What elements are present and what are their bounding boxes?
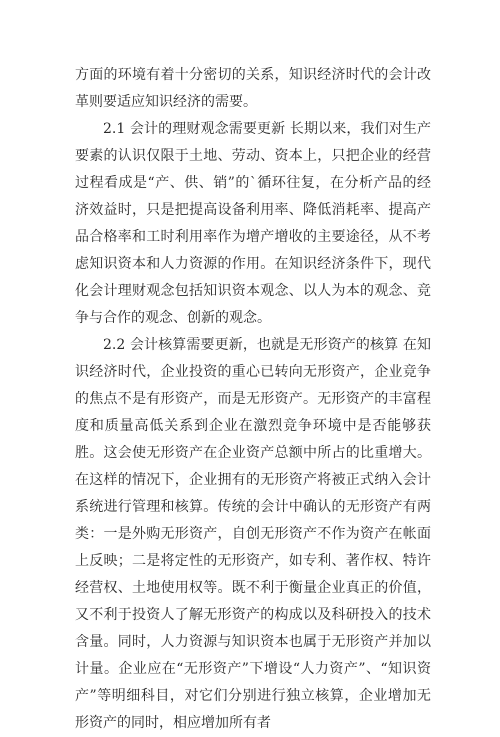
document-page bbox=[75, 62, 431, 737]
paragraph-intangible-assets: 2.2 会计核算需要更新，也就是无形资产的核算 在知识经济时代，企业投资的重心已转向无形资产，企业竞争的焦点不是有形资产，而是无形资产。无形资产的丰富程度和质量高低关系到企业在激烈竞争环境中是否能够获胜。这会使无形资产在企业资产总额中所占的比重增大。在这样的情况下，企业拥有的无形资产将被正式纳入会计系统进行管理和核算。传统的会计中确认的无形资产有两类：一是外购无形资产，自创无形资产不作为资产在帐面上反映；二是将定性的无形资产，如专利、著作权、特许经营权、土地使用权等。既不利于衡量企业真正的价值，又不利于投资人了解无形资产的构成以及科研投入的技术含量。同时，人力资源与知识资本也属于无形资产并加以计量。企业应在“无形资产”下增设“人力资产”、“知识资产”等明细科目，对它们分别进行独立核算，企业增加无形资产的同时，相应增加所有者 bbox=[75, 337, 431, 731]
paragraph-continuation: 方面的环境有着十分密切的关系，知识经济时代的会计改革则要适应知识经济的需要。 bbox=[75, 67, 431, 110]
paragraph-financial-concept: 2.1 会计的理财观念需要更新 长期以来，我们对生产要素的认识仅限于土地、劳动、资本上，只把企业的经营过程看成是“产、供、销”的`循环往复，在分析产品的经济效益时，只是把提高设备利用率、降低消耗率、提高产品合格率和工时利用率作为增产增收的主要途径，从不考虑知识资本和人力资源的作用。在知识经济条件下，现代化会计理财观念包括知识资本观念、以人为本的观念、竞争与合作的观念、创新的观念。 bbox=[75, 121, 431, 326]
